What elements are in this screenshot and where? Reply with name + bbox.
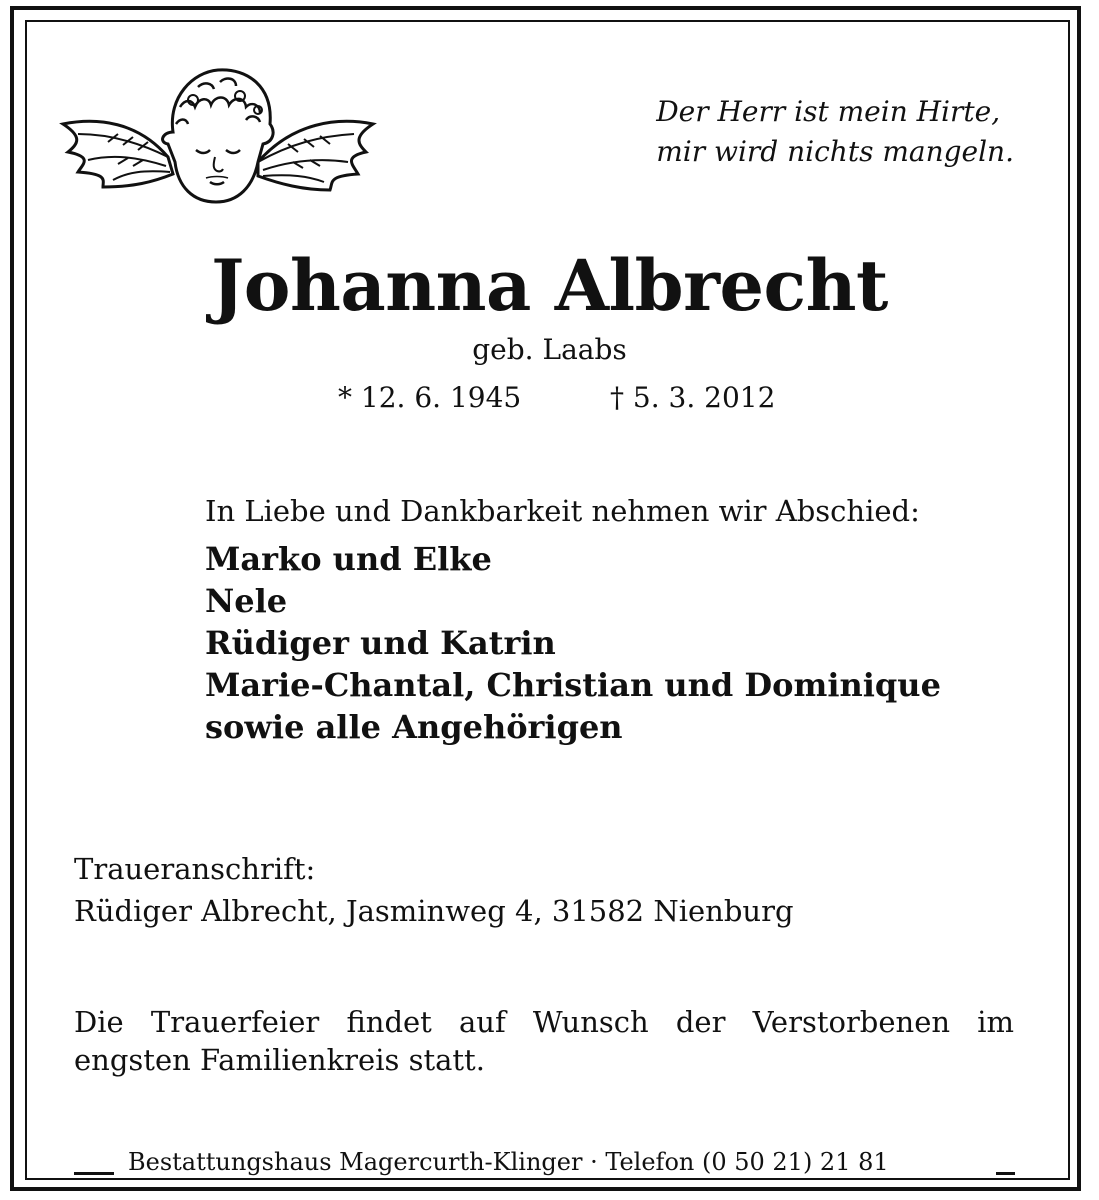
mourners-list bbox=[205, 538, 941, 748]
funeral-home-footer: Bestattungshaus Magercurth-Klinger · Telefon (0 50 21) 21 81 bbox=[120, 1148, 996, 1176]
motto-line-2: mir wird nichts mangeln. bbox=[656, 135, 1014, 168]
mourning-address bbox=[74, 848, 794, 932]
mourner-line: Marie-Chantal, Christian und Dominique bbox=[205, 666, 941, 704]
birth-name: geb. Laabs bbox=[472, 333, 627, 366]
farewell-intro: In Liebe und Dankbarkeit nehmen wir Abschied: bbox=[205, 494, 920, 528]
mourner-line: sowie alle Angehörigen bbox=[205, 708, 623, 746]
address-line: Rüdiger Albrecht, Jasminweg 4, 31582 Nienburg bbox=[74, 894, 794, 928]
footer-rule-left bbox=[74, 1172, 114, 1175]
address-label: Traueranschrift: bbox=[74, 852, 316, 886]
motto-line-1: Der Herr ist mein Hirte, bbox=[656, 95, 1001, 128]
mourner-line: Marko und Elke bbox=[205, 540, 492, 578]
cherub-icon bbox=[58, 62, 378, 212]
mourner-line: Nele bbox=[205, 582, 288, 620]
death-date: † 5. 3. 2012 bbox=[610, 381, 776, 414]
deceased-name: Johanna Albrecht bbox=[211, 244, 888, 327]
scripture-quote bbox=[656, 92, 1014, 172]
mourner-line: Rüdiger und Katrin bbox=[205, 624, 556, 662]
funeral-note: Die Trauerfeier findet auf Wunsch der Verstorbenen im engsten Familienkreis statt. bbox=[74, 1005, 1014, 1077]
birth-date: * 12. 6. 1945 bbox=[338, 381, 522, 414]
